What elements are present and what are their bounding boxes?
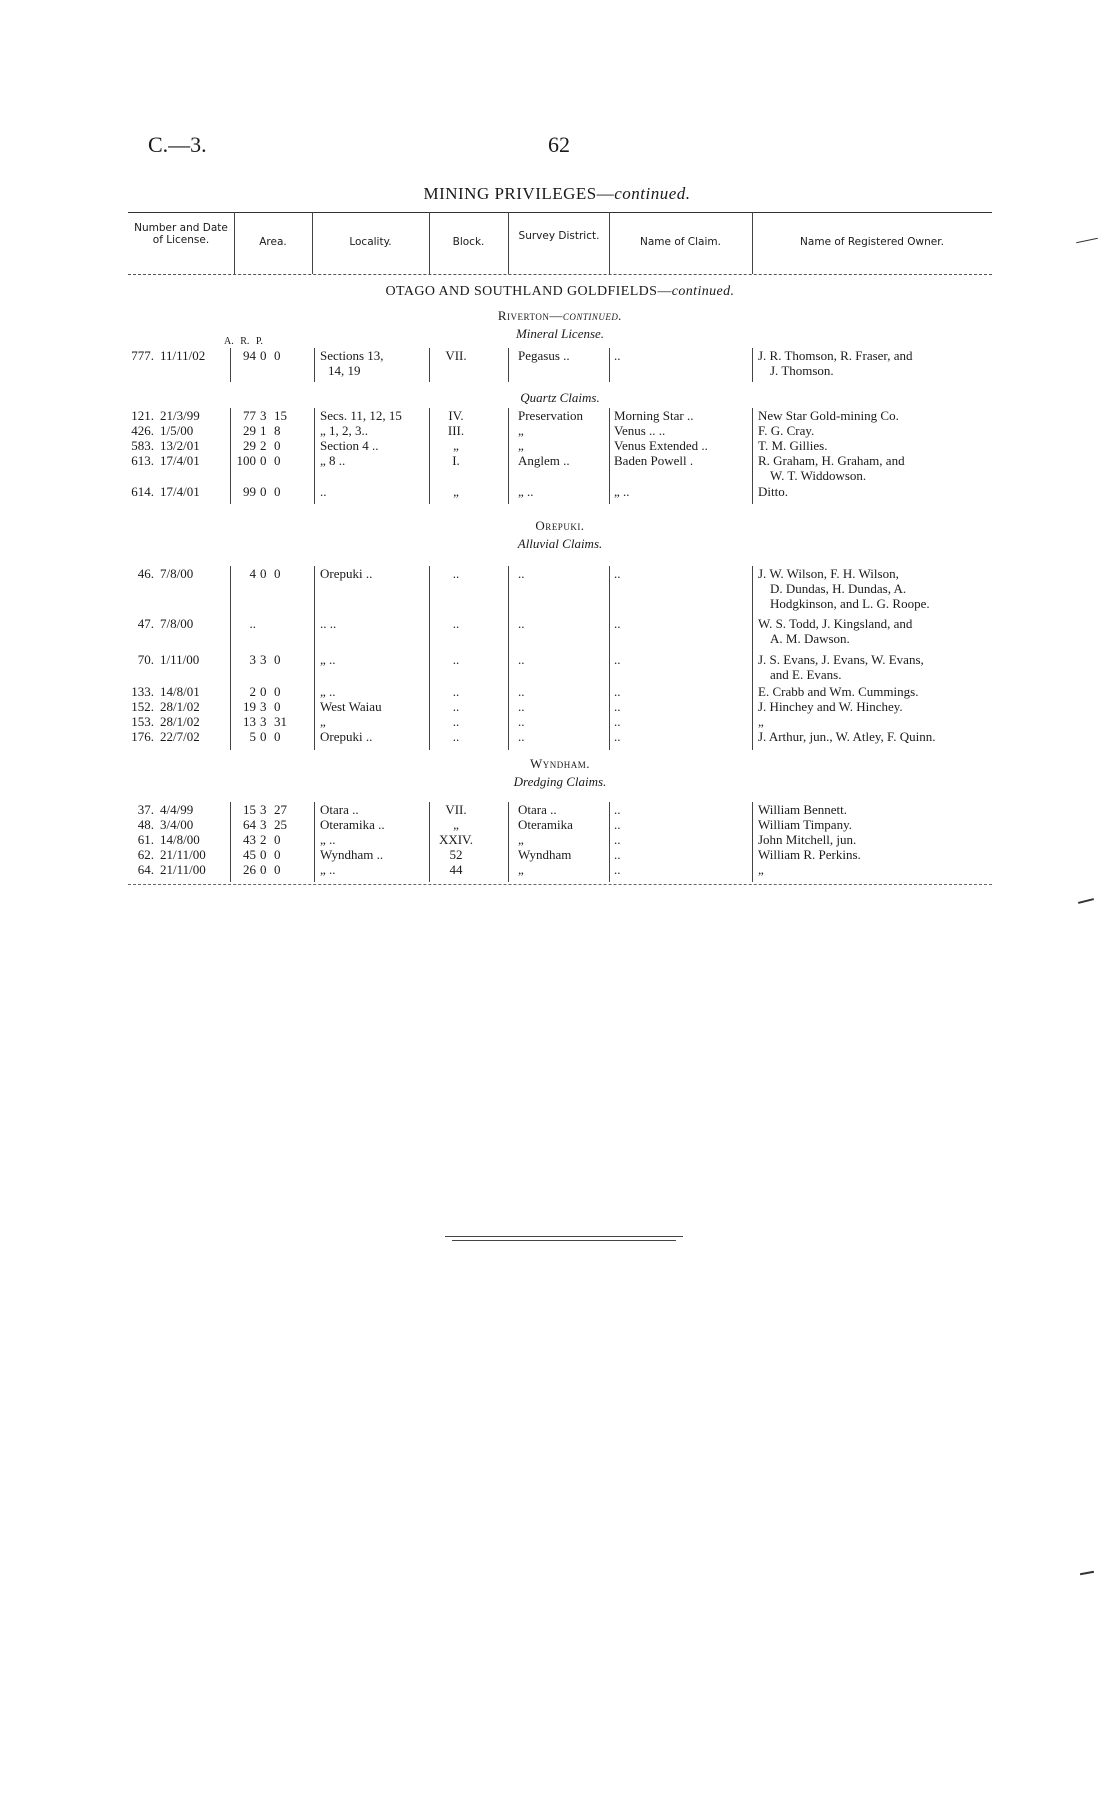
riverton-heading-text: Riverton—	[497, 308, 563, 323]
survey-district: „	[518, 862, 524, 877]
table-bottom-rule	[128, 884, 992, 885]
license-number: 61.	[137, 832, 154, 847]
row-col-sep	[752, 566, 753, 750]
license-date: 17/4/01	[160, 453, 200, 468]
goldfields-heading-text: OTAGO AND SOUTHLAND GOLDFIELDS—	[385, 284, 672, 299]
row-col-sep	[609, 408, 610, 504]
row-col-sep	[429, 348, 430, 382]
registered-owner-line2: J. Thomson.	[770, 363, 834, 378]
end-rule-second	[452, 1240, 676, 1241]
goldfields-heading	[128, 284, 992, 300]
registered-owner: W. S. Todd, J. Kingsland, and	[758, 616, 913, 631]
row-col-sep	[314, 802, 315, 882]
claim-name: Baden Powell .	[614, 453, 694, 468]
area-perches: 25	[274, 817, 287, 832]
area-acres: 2	[249, 684, 256, 699]
row-col-sep	[230, 802, 231, 882]
area-perches: 15	[274, 408, 287, 423]
block: IV.	[448, 408, 464, 423]
area-roods: 3	[260, 817, 267, 832]
locality: ..	[320, 484, 327, 499]
survey-district: „	[518, 438, 524, 453]
registered-owner: William R. Perkins.	[758, 847, 861, 862]
claim-name: Morning Star ..	[614, 408, 694, 423]
area-perches: 0	[274, 729, 281, 744]
area-perches: 0	[274, 847, 281, 862]
row-col-sep	[429, 408, 430, 504]
row-col-sep	[429, 566, 430, 750]
orepuki-heading: Orepuki.	[535, 518, 585, 533]
license-number: 121.	[131, 408, 154, 423]
registered-owner: J. Hinchey and W. Hinchey.	[758, 699, 903, 714]
block: ..	[452, 714, 460, 729]
table-header-rule	[128, 274, 992, 275]
area-acres: 45	[243, 847, 256, 862]
license-number: 153.	[131, 714, 154, 729]
area-perches: 0	[274, 832, 281, 847]
row-col-sep	[609, 566, 610, 750]
row-col-sep	[230, 408, 231, 504]
locality: Wyndham ..	[320, 847, 384, 862]
license-date: 3/4/00	[160, 817, 194, 832]
col-header-owner: Name of Registered Owner.	[800, 236, 944, 248]
area-acres: 4	[249, 566, 256, 581]
locality: „ ..	[320, 862, 336, 877]
claim-name: ..	[614, 714, 621, 729]
block: ..	[452, 652, 460, 667]
survey-district: ..	[518, 729, 525, 744]
survey-district: „	[518, 423, 524, 438]
row-col-sep	[314, 348, 315, 382]
claim-name: ..	[614, 847, 621, 862]
locality: „ ..	[320, 832, 336, 847]
registered-owner: E. Crabb and Wm. Cummings.	[758, 684, 919, 699]
col-header-number: Number and Date of License.	[134, 222, 228, 246]
row-col-sep	[508, 802, 509, 882]
page-title-text: MINING PRIVILEGES—	[423, 184, 615, 203]
riverton-heading	[128, 308, 992, 324]
license-date: 14/8/01	[160, 684, 200, 699]
claim-name: „ ..	[614, 484, 630, 499]
survey-district: Wyndham	[518, 847, 572, 862]
block: ..	[452, 699, 460, 714]
locality: Secs. 11, 12, 15	[320, 408, 402, 423]
registered-owner-line2: W. T. Widdowson.	[770, 468, 867, 483]
row-col-sep	[508, 408, 509, 504]
area-perches: 0	[274, 348, 281, 363]
block: VII.	[445, 348, 467, 363]
area-roods: 0	[260, 847, 267, 862]
locality: Section 4 ..	[320, 438, 379, 453]
area-acres: 26	[243, 862, 256, 877]
block: ..	[452, 684, 460, 699]
area-acres: 5	[249, 729, 256, 744]
area-roods: 3	[260, 652, 267, 667]
riverton-heading-continued: continued.	[562, 308, 623, 323]
area-perches: 0	[274, 699, 281, 714]
license-date: 1/5/00	[160, 423, 194, 438]
area-perches: 0	[274, 862, 281, 877]
license-date: 22/7/02	[160, 729, 200, 744]
locality: „ ..	[320, 684, 336, 699]
margin-mark	[1078, 898, 1094, 904]
license-number: 64.	[137, 862, 154, 877]
area-roods: 0	[260, 484, 267, 499]
claim-name: ..	[614, 862, 621, 877]
row-col-sep	[752, 802, 753, 882]
block: ..	[452, 566, 460, 581]
col-header-block: Block.	[452, 236, 485, 248]
area-acres: 29	[243, 438, 256, 453]
registered-owner-line2: D. Dundas, H. Dundas, A.	[770, 581, 907, 596]
claim-name: ..	[614, 802, 621, 817]
claim-name: ..	[614, 832, 621, 847]
area-units-label: A. R. P.	[224, 336, 263, 347]
claim-name: Venus .. ..	[614, 423, 666, 438]
page-title-continued: continued.	[614, 184, 691, 203]
registered-owner: „	[758, 714, 764, 729]
registered-owner-line3: Hodgkinson, and L. G. Roope.	[770, 596, 930, 611]
area-acres: 29	[243, 423, 256, 438]
survey-district: ..	[518, 652, 525, 667]
end-rule	[445, 1236, 683, 1237]
area-roods: 0	[260, 348, 267, 363]
row-col-sep	[230, 348, 231, 382]
license-date: 28/1/02	[160, 714, 200, 729]
area-acres: ..	[249, 616, 256, 631]
license-date: 7/8/00	[160, 616, 194, 631]
locality-line2: 14, 19	[328, 363, 361, 378]
row-col-sep	[752, 348, 753, 382]
survey-district: Preservation	[518, 408, 583, 423]
registered-owner: William Timpany.	[758, 817, 852, 832]
block: 52	[449, 847, 463, 862]
area-roods: 1	[260, 423, 267, 438]
license-date: 21/11/00	[160, 862, 206, 877]
survey-district: ..	[518, 684, 525, 699]
area-roods: 0	[260, 862, 267, 877]
block: „	[453, 484, 459, 499]
license-date: 17/4/01	[160, 484, 200, 499]
registered-owner: F. G. Cray.	[758, 423, 815, 438]
license-number: 70.	[137, 652, 154, 667]
registered-owner: J. S. Evans, J. Evans, W. Evans,	[758, 652, 924, 667]
locality: West Waiau	[320, 699, 382, 714]
area-acres: 64	[243, 817, 256, 832]
wyndham-heading: Wyndham.	[529, 756, 591, 771]
block: III.	[447, 423, 465, 438]
row-col-sep	[429, 802, 430, 882]
row-col-sep	[314, 408, 315, 504]
block: XXIV.	[438, 832, 474, 847]
survey-district: Anglem ..	[518, 453, 570, 468]
col-header-claim: Name of Claim.	[640, 236, 721, 248]
block: 44	[449, 862, 463, 877]
area-perches: 27	[274, 802, 287, 817]
area-perches: 0	[274, 453, 281, 468]
locality: „ 1, 2, 3..	[320, 423, 369, 438]
license-number: 62.	[137, 847, 154, 862]
survey-district: Oteramika	[518, 817, 573, 832]
registered-owner: John Mitchell, jun.	[758, 832, 857, 847]
registered-owner: New Star Gold-mining Co.	[758, 408, 899, 423]
area-roods: 2	[260, 438, 267, 453]
survey-district: Pegasus ..	[518, 348, 570, 363]
claim-name: ..	[614, 652, 621, 667]
registered-owner: Ditto.	[758, 484, 788, 499]
claim-name: ..	[614, 348, 621, 363]
locality: Oteramika ..	[320, 817, 385, 832]
survey-district: „	[518, 832, 524, 847]
col-sep	[508, 212, 509, 274]
area-roods: 0	[260, 453, 267, 468]
survey-district: ..	[518, 616, 525, 631]
area-acres: 99	[243, 484, 256, 499]
license-date: 4/4/99	[160, 802, 194, 817]
license-number: 426.	[131, 423, 154, 438]
row-col-sep	[609, 802, 610, 882]
locality: „ 8 ..	[320, 453, 346, 468]
area-roods: 2	[260, 832, 267, 847]
claim-name: Venus Extended ..	[614, 438, 708, 453]
area-roods: 0	[260, 729, 267, 744]
locality: Otara ..	[320, 802, 359, 817]
registered-owner: „	[758, 862, 764, 877]
license-number: 46.	[137, 566, 154, 581]
row-col-sep	[508, 348, 509, 382]
dredging-claims-heading: Dredging Claims.	[513, 774, 607, 789]
license-number: 583.	[131, 438, 154, 453]
area-perches: 0	[274, 566, 281, 581]
registered-owner: R. Graham, H. Graham, and	[758, 453, 905, 468]
license-number: 176.	[131, 729, 154, 744]
registered-owner: J. R. Thomson, R. Fraser, and	[758, 348, 913, 363]
mineral-license-heading: Mineral License.	[515, 326, 605, 341]
license-date: 1/11/00	[160, 652, 200, 667]
area-acres: 19	[243, 699, 256, 714]
license-date: 7/8/00	[160, 566, 194, 581]
survey-district: ..	[518, 566, 525, 581]
area-perches: 8	[274, 423, 281, 438]
area-roods: 0	[260, 566, 267, 581]
row-col-sep	[508, 566, 509, 750]
survey-district: ..	[518, 699, 525, 714]
license-number: 37.	[137, 802, 154, 817]
block: „	[453, 438, 459, 453]
license-date: 21/11/00	[160, 847, 206, 862]
license-number: 777.	[131, 348, 154, 363]
area-perches: 0	[274, 652, 281, 667]
registered-owner: T. M. Gillies.	[758, 438, 828, 453]
registered-owner-line2: and E. Evans.	[770, 667, 842, 682]
block: „	[453, 817, 459, 832]
area-acres: 13	[243, 714, 256, 729]
license-date: 14/8/00	[160, 832, 200, 847]
locality: Orepuki ..	[320, 566, 373, 581]
claim-name: ..	[614, 616, 621, 631]
goldfields-heading-continued: continued.	[671, 284, 735, 299]
area-acres: 77	[243, 408, 256, 423]
registered-owner: J. W. Wilson, F. H. Wilson,	[758, 566, 899, 581]
license-date: 13/2/01	[160, 438, 200, 453]
area-acres: 15	[243, 802, 256, 817]
block: VII.	[445, 802, 467, 817]
claim-name: ..	[614, 817, 621, 832]
locality: .. ..	[320, 616, 337, 631]
area-roods: 0	[260, 684, 267, 699]
license-date: 11/11/02	[160, 348, 206, 363]
survey-district: „ ..	[518, 484, 534, 499]
document-code: C.—3.	[148, 132, 207, 157]
locality: „	[320, 714, 326, 729]
area-acres: 43	[243, 832, 256, 847]
page-title	[0, 184, 1114, 204]
row-col-sep	[314, 566, 315, 750]
row-col-sep	[609, 348, 610, 382]
area-roods: 3	[260, 714, 267, 729]
area-roods: 3	[260, 408, 267, 423]
license-date: 28/1/02	[160, 699, 200, 714]
block: ..	[452, 729, 460, 744]
margin-mark	[1080, 1571, 1094, 1575]
locality: Sections 13,	[320, 348, 384, 363]
alluvial-claims-heading: Alluvial Claims.	[517, 536, 603, 551]
area-roods: 3	[260, 699, 267, 714]
area-roods: 3	[260, 802, 267, 817]
col-header-locality: Locality.	[349, 236, 392, 248]
area-perches: 0	[274, 684, 281, 699]
claim-name: ..	[614, 566, 621, 581]
license-number: 152.	[131, 699, 154, 714]
area-acres: 100	[236, 453, 256, 468]
area-perches: 31	[274, 714, 287, 729]
license-number: 613.	[131, 453, 154, 468]
survey-district: ..	[518, 714, 525, 729]
locality: Orepuki ..	[320, 729, 373, 744]
area-acres: 3	[249, 652, 256, 667]
registered-owner-line2: A. M. Dawson.	[770, 631, 850, 646]
area-acres: 94	[243, 348, 256, 363]
license-number: 47.	[137, 616, 154, 631]
claim-name: ..	[614, 699, 621, 714]
col-header-survey-district: Survey District.	[518, 230, 600, 242]
area-perches: 0	[274, 438, 281, 453]
license-number: 48.	[137, 817, 154, 832]
locality: „ ..	[320, 652, 336, 667]
margin-mark	[1076, 238, 1098, 244]
block: ..	[452, 616, 460, 631]
claim-name: ..	[614, 729, 621, 744]
claim-name: ..	[614, 684, 621, 699]
survey-district: Otara ..	[518, 802, 557, 817]
quartz-claims-heading: Quartz Claims.	[520, 390, 600, 405]
row-col-sep	[752, 408, 753, 504]
table-top-rule	[128, 212, 992, 213]
registered-owner: J. Arthur, jun., W. Atley, F. Quinn.	[758, 729, 936, 744]
registered-owner: William Bennett.	[758, 802, 848, 817]
license-date: 21/3/99	[160, 408, 200, 423]
license-number: 614.	[131, 484, 154, 499]
area-perches: 0	[274, 484, 281, 499]
col-header-area: Area.	[259, 236, 287, 248]
license-number: 133.	[131, 684, 154, 699]
page-number: 62	[548, 132, 570, 157]
block: I.	[452, 453, 460, 468]
row-col-sep	[230, 566, 231, 750]
